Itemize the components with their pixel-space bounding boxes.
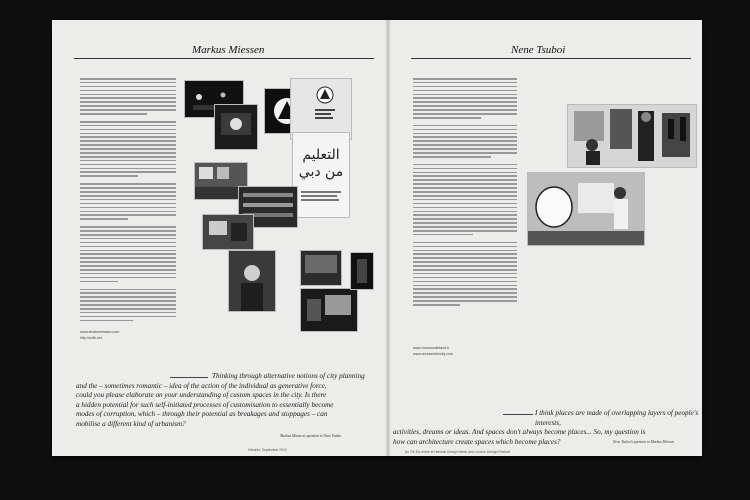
author-rule-right [411, 58, 691, 59]
quote-right-line-1: I think places are made of overlapping layers of people's interests, [535, 409, 699, 427]
author-rule-left [74, 58, 374, 59]
photo-portrait [228, 250, 276, 312]
photo-workshop [527, 172, 645, 246]
link-right-2[interactable]: www.recessinthecity.com [413, 352, 453, 356]
arabic-title: التعليم من دبي [298, 147, 344, 180]
link-left-1[interactable]: www.studiomiessen.com [80, 330, 120, 334]
book-cover-arabic [292, 132, 350, 218]
body-text-left [80, 78, 176, 324]
quote-left-line-1: Thinking through alternative notions of city planning [212, 372, 365, 380]
left-page [52, 20, 385, 456]
link-right-1[interactable]: www.moomoofinland.fi [413, 346, 449, 350]
signature-left: Markus Miessen's question to Nene Tsuboi [280, 434, 342, 438]
quote-left-line-3: could you please elaborate on your understanding of custom spaces in the city. Is there [76, 391, 327, 400]
photo-room [202, 214, 254, 250]
book-cover-spaces [290, 78, 352, 140]
photo-street [300, 250, 342, 286]
quote-left [76, 372, 386, 430]
quote-left-line-6: mobilise a different kind of urbanism? [76, 419, 186, 428]
quote-left-line-5: modes of corruption, which – through their potential as breakages and stoppages – can [76, 410, 328, 419]
photo-exhibition-panel [214, 104, 258, 150]
newspaper-spread [52, 20, 702, 456]
signature-right: Nene Tsuboi's question to Markus Miessen [613, 440, 675, 444]
link-left-2[interactable]: http://nofb.net [80, 336, 102, 340]
footer-right: An OK Do event at Helsinki Design Week and London Design Festival [405, 450, 511, 454]
quote-left-line-2: and the – sometimes romantic – idea of the action of the individual as generative force, [76, 381, 327, 390]
body-text-right [413, 78, 517, 308]
right-page [391, 20, 702, 456]
photo-crowd [300, 288, 358, 332]
author-name-right: Nene Tsuboi [511, 44, 566, 56]
photo-doorway [350, 252, 374, 290]
author-name-left: Markus Miessen [192, 44, 265, 56]
photo-studio-people [567, 104, 697, 168]
quote-left-line-4: a hidden potential for such self-initiated processes of customisation to essentially become [76, 400, 334, 409]
footer-left: Helsinki, September 2010 [248, 448, 287, 452]
quote-right-line-3: how can architecture create spaces which become places? [393, 437, 561, 446]
quote-right-line-2: activities, dreams or ideas. And spaces don't always become places... So, my question is [393, 428, 646, 437]
